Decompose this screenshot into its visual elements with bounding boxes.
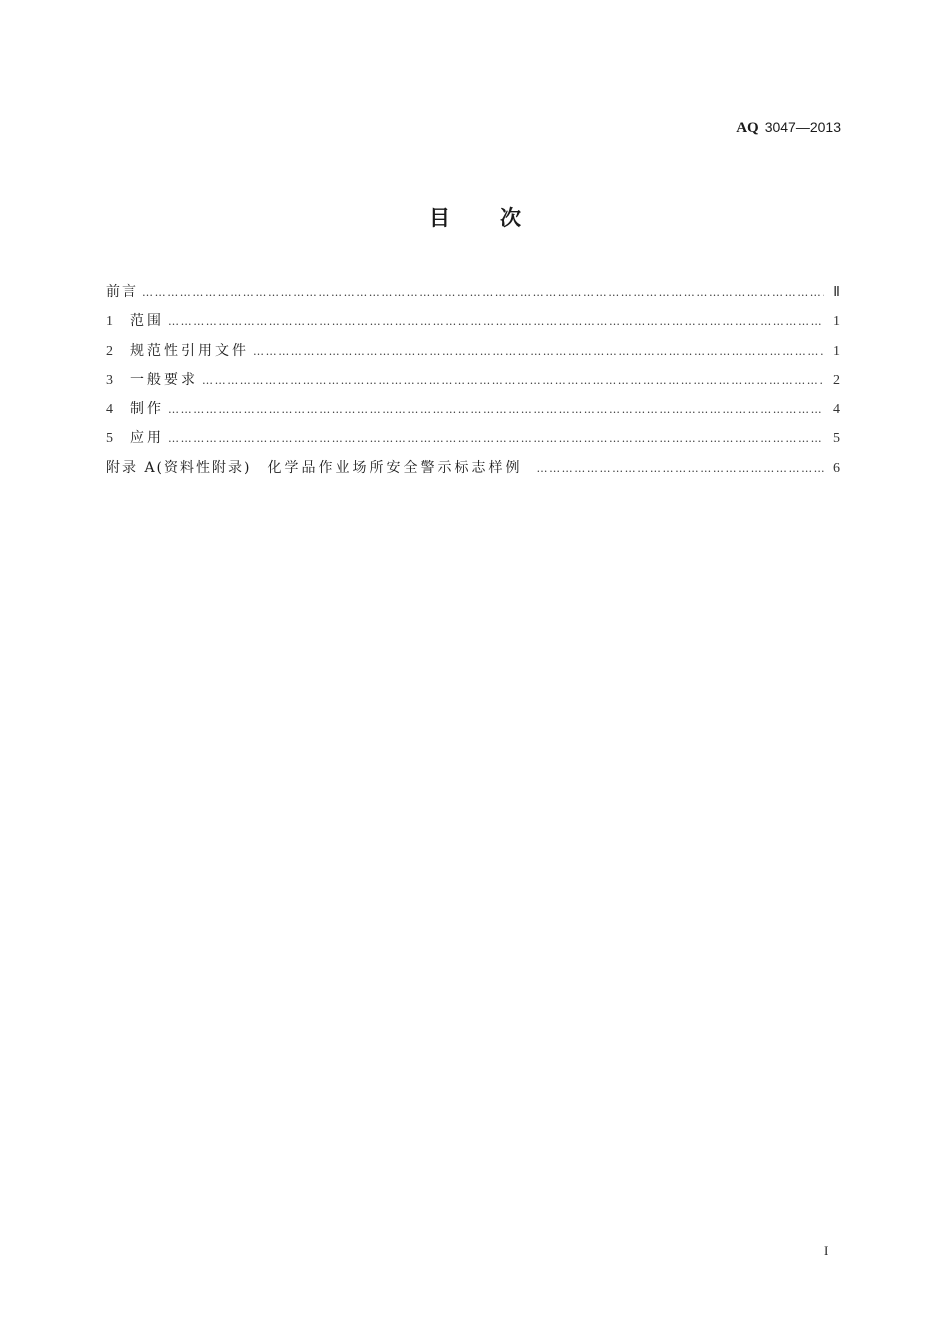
dot-leader [168,403,824,416]
toc-page: 4 [833,402,840,418]
toc-entry-application[interactable] [106,427,840,456]
dot-leader [536,462,824,475]
toc-label: 规范性引用文件 [130,342,249,359]
toc-entry-normative-references[interactable] [106,340,840,369]
standard-code [736,119,841,137]
dot-leader [253,345,824,358]
toc-label: 一般要求 [130,371,198,388]
toc-page: 1 [833,343,840,359]
toc-label: 制作 [130,401,164,418]
page-title [0,202,950,232]
appendix-label: 附录 A(资料性附录) [106,459,252,476]
toc-number: 4 [106,402,113,418]
toc-number: 3 [106,372,113,388]
toc-label: 范围 [130,313,164,330]
standard-prefix: AQ [736,120,759,136]
toc-entry-appendix-a[interactable] [106,457,840,486]
table-of-contents [106,281,840,486]
toc-page: 6 [833,460,840,476]
appendix-title: 化学品作业场所安全警示标志样例 [267,459,523,476]
toc-entry-foreword[interactable] [106,281,840,310]
dot-leader [142,286,824,299]
toc-page: Ⅱ [833,285,840,300]
toc-label: 前言 [106,284,138,300]
toc-entry-production[interactable] [106,398,840,427]
dot-leader [168,432,824,445]
toc-entry-general-requirements[interactable] [106,369,840,398]
toc-entry-scope[interactable] [106,310,840,339]
toc-number: 1 [106,314,113,330]
dot-leader [202,374,824,387]
toc-page: 5 [833,431,840,447]
title-char-2: 次 [500,206,521,230]
toc-page: 2 [833,372,840,388]
toc-number: 2 [106,343,113,359]
toc-page: 1 [833,314,840,330]
dot-leader [168,315,824,328]
toc-number: 5 [106,431,113,447]
title-char-1: 目 [429,206,450,230]
standard-number: 3047—2013 [764,119,841,135]
page-number: I [824,1243,829,1258]
toc-label: 应用 [130,430,164,447]
